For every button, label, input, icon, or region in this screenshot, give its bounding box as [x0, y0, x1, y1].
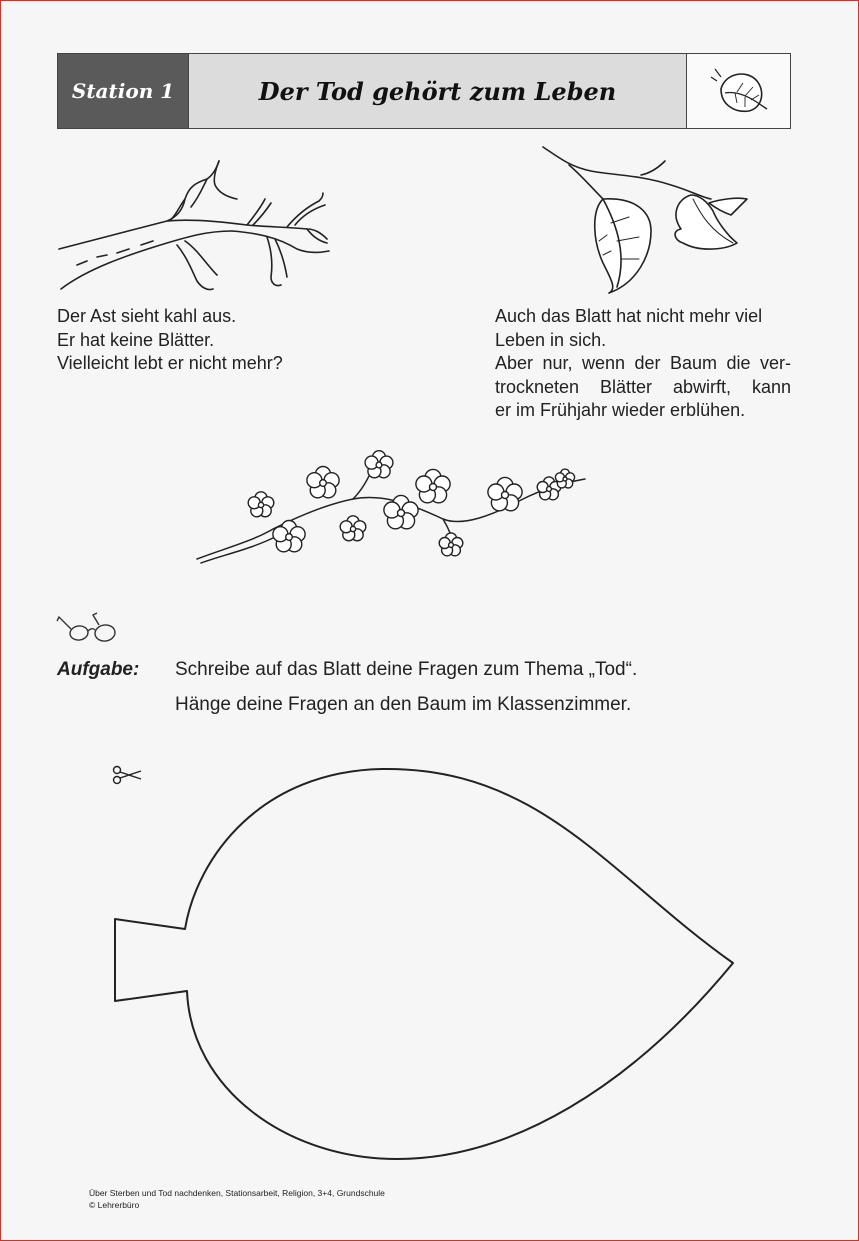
- caption-line: Vielleicht lebt er nicht mehr?: [57, 353, 283, 373]
- caption-line: Auch das Blatt hat nicht mehr viel: [495, 306, 763, 326]
- bare-branch-icon: [57, 157, 332, 293]
- falling-leaf-icon: [687, 54, 790, 128]
- glasses-icon: [55, 611, 123, 647]
- task-label: Aufgabe:: [57, 659, 140, 680]
- station-label: Station 1: [58, 54, 189, 128]
- blossom-branch-icon: [193, 449, 593, 571]
- task-instruction-2: Hänge deine Fragen an den Baum im Klassenzimmer.: [175, 694, 632, 715]
- footer-source: Über Sterben und Tod nachdenken, Stationsarbeit, Religion, 3+4, Grundschule: [89, 1188, 385, 1198]
- footer-copyright: © Lehrerbüro: [89, 1200, 140, 1210]
- leaf-cutout-icon[interactable]: [111, 767, 741, 1163]
- caption-line: Der Ast sieht kahl aus.: [57, 306, 237, 326]
- footer: [89, 1187, 385, 1211]
- page-title: Der Tod gehört zum Leben: [189, 54, 687, 128]
- caption-line: Leben in sich.: [495, 329, 607, 350]
- header-bar: [57, 53, 791, 129]
- caption-line: Aber nur, wenn der Baum die ver-: [495, 353, 791, 373]
- task-instruction-1: Schreibe auf das Blatt deine Fragen zum Thema „Tod“.: [175, 659, 638, 680]
- caption-line: Er hat keine Blätter.: [57, 329, 215, 350]
- withered-leaf-caption: [495, 305, 791, 423]
- bare-branch-caption: [57, 305, 397, 376]
- caption-line: er im Frühjahr wieder erblühen.: [495, 400, 746, 420]
- caption-line: trockneten Blätter abwirft, kann: [495, 376, 791, 397]
- withered-leaves-icon: [541, 145, 751, 295]
